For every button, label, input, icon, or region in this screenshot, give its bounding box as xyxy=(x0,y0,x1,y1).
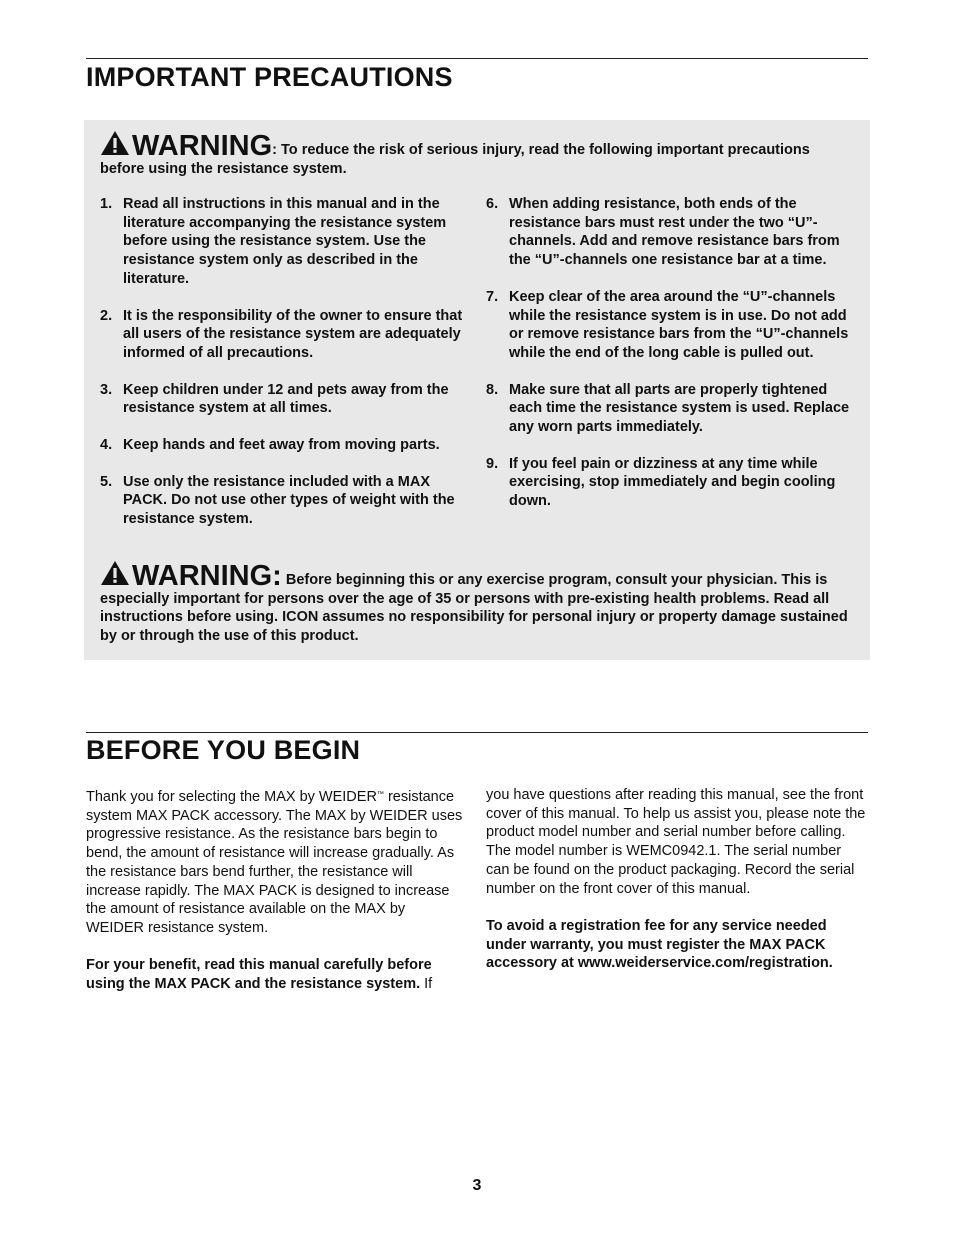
page-number: 3 xyxy=(472,1177,482,1194)
precaution-item: 3. Keep children under 12 and pets away from the resistance system at all times. xyxy=(100,381,449,417)
precaution-item: 4. Keep hands and feet away from moving parts. xyxy=(100,437,440,454)
warning-triangle-icon xyxy=(100,560,130,586)
warning-text: : To reduce the risk of serious injury, read the following important precautions before using the resistance system. xyxy=(100,142,810,177)
precaution-item: 5. Use only the resistance included with a MAX PACK. Do not use other types of weight with the resistance system. xyxy=(100,473,455,528)
registration-paragraph: To avoid a registration fee for any service needed under warranty, you must register the MAX PACK accessory at www.weiderservice.com/registration. xyxy=(486,917,833,972)
intro-left-column xyxy=(86,786,466,1012)
section-heading-precautions: IMPORTANT PRECAUTIONS xyxy=(86,62,453,92)
precautions-right-column xyxy=(486,195,856,529)
precaution-item: 8. Make sure that all parts are properly tightened each time the resistance system is used. Replace any worn parts immediately. xyxy=(486,381,850,436)
benefit-paragraph: For your benefit, read this manual carefully before using the MAX PACK and the resistance system. If xyxy=(86,957,433,993)
precaution-item: 1. Read all instructions in this manual and in the literature accompanying the resistance system before using the resistance system. Use the resistance system only as described in the literature. xyxy=(100,196,447,287)
warning-label: WARNING xyxy=(132,130,273,162)
intro-right-column xyxy=(486,786,866,992)
questions-paragraph: you have questions after reading this manual, see the front cover of this manual. To help us assist you, please note the product model number and serial number before calling. The model number is WEMC0942.1. The serial number can be found on the product packaging. Record the serial number on the front cover of this manual. xyxy=(486,787,866,897)
precaution-item: 6. When adding resistance, both ends of the resistance bars must rest under the two “U”-channels. Add and remove resistance bars from the “U”-channels one resistance bar at a time. xyxy=(486,196,840,269)
precaution-item: 2. It is the responsibility of the owner to ensure that all users of the resistance system are adequately informed of all precautions. xyxy=(100,307,463,361)
warning-box xyxy=(84,120,870,660)
section-heading-before-you-begin: BEFORE YOU BEGIN xyxy=(86,735,361,765)
warning-text: Before beginning this or any exercise program, consult your physician. This is especially important for persons over the age of 35 or persons with pre-existing health problems. Read all instructions before using. ICON assumes no responsibility for personal injury or property damage sustained by or through the use of this product. xyxy=(100,572,848,644)
intro-paragraph: Thank you for selecting the MAX by WEIDER™ resistance system MAX PACK accessory. The MAX by WEIDER uses progressive resistance. As the resistance bars begin to bend, the amount of resistance will increase gradually. As the resistance bars bend further, the resistance will increase rapidly. The MAX PACK is designed to increase the amount of resistance available on the MAX by WEIDER resistance system. xyxy=(86,789,463,936)
top-rule xyxy=(86,58,868,59)
section-rule xyxy=(86,732,868,733)
precautions-left-column xyxy=(100,195,470,547)
precaution-item: 9. If you feel pain or dizziness at any time while exercising, stop immediately and begin cooling down. xyxy=(486,455,836,510)
precaution-item: 7. Keep clear of the area around the “U”-channels while the resistance system is in use. Do not add or remove resistance bars from the “U”-channels while the end of the long cable is pulled out. xyxy=(486,288,849,361)
warning-intro xyxy=(100,130,858,178)
warning-label: WARNING: xyxy=(132,560,282,592)
warning-physician xyxy=(100,560,858,645)
warning-triangle-icon xyxy=(100,130,130,156)
